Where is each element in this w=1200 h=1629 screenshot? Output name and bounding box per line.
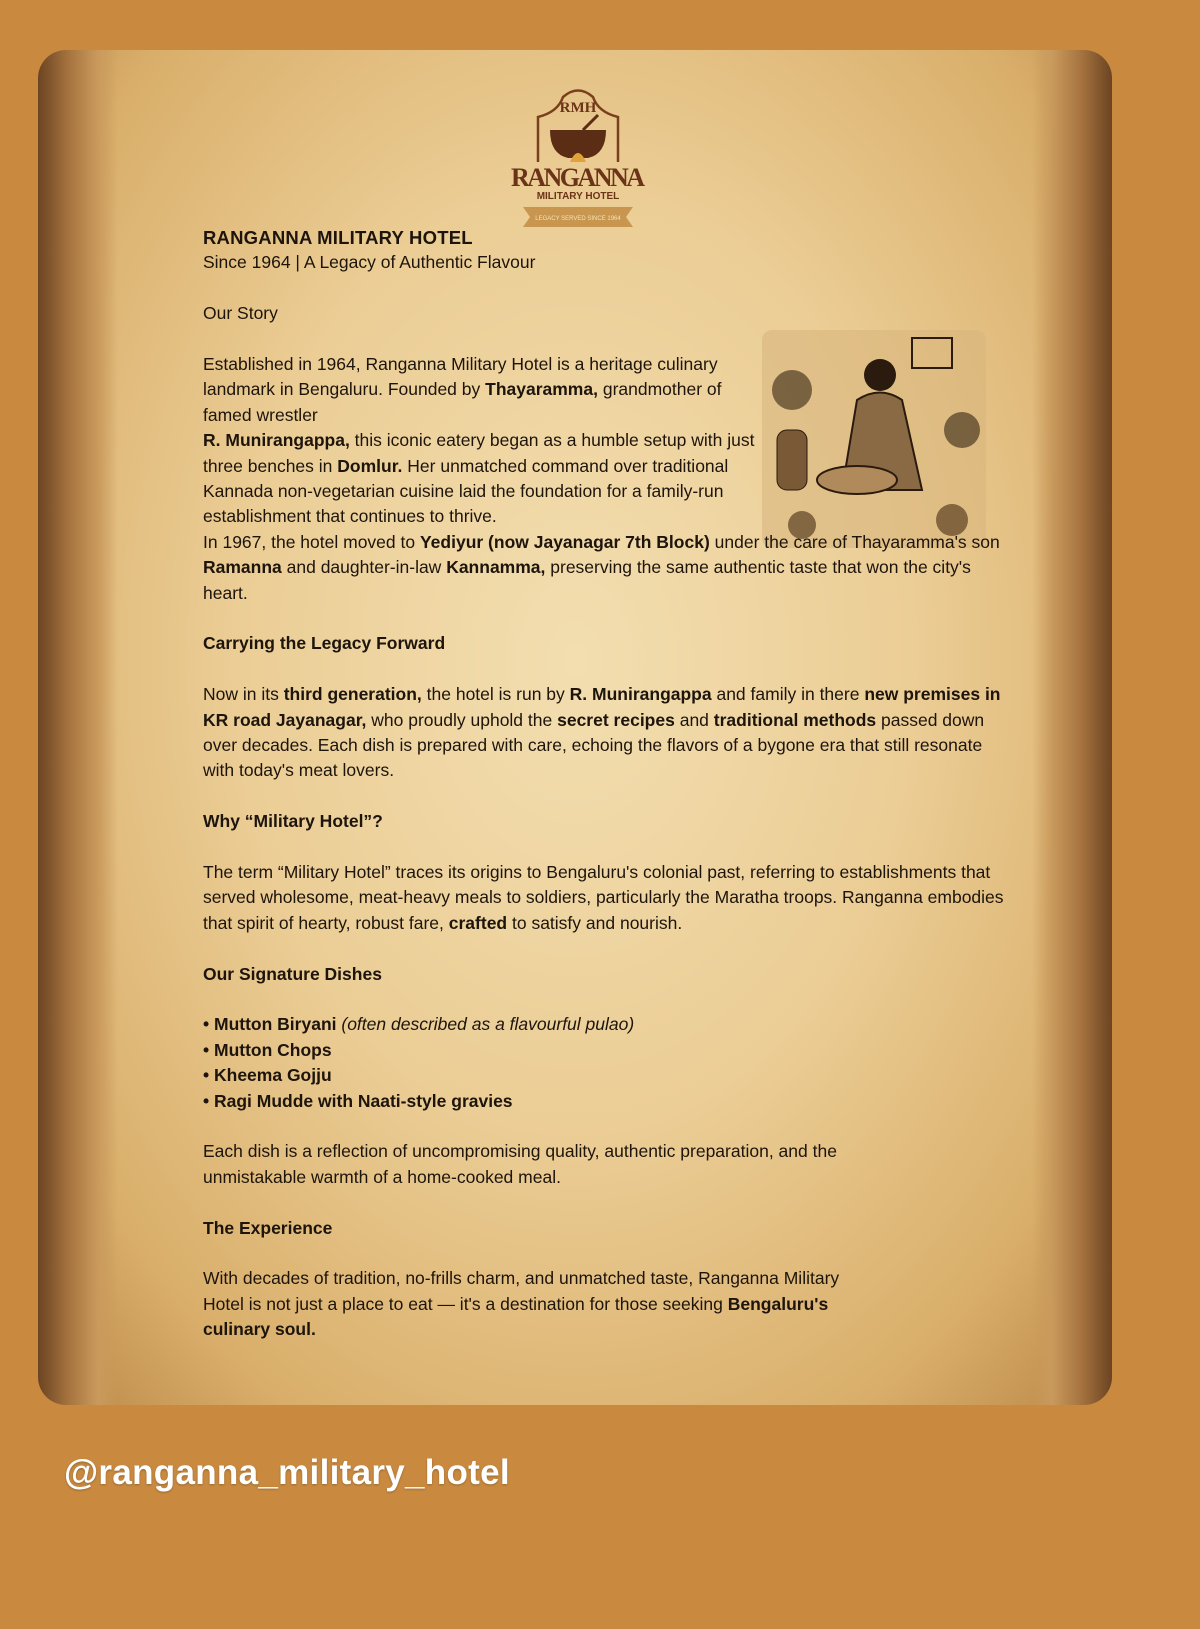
text-segment: and family in there — [711, 684, 865, 705]
dish-item — [203, 1038, 1013, 1063]
dish-name: Kheema Gojju — [214, 1065, 332, 1086]
text-segment: who proudly uphold the — [366, 709, 558, 730]
story-content — [203, 225, 1013, 1343]
text-segment: the hotel is run by — [421, 684, 570, 705]
text-segment: Established in 1964, Ranganna Military Hotel is a heritage culinary landmark in Bengaluru. Founded by — [203, 354, 718, 400]
scroll-edge-right — [1032, 50, 1112, 1405]
text-segment: under the care of Thayaramma's son — [709, 531, 1000, 552]
text-segment: Now in its — [203, 684, 284, 705]
bold-text-segment: Thayaramma, — [485, 379, 598, 400]
parchment-poster — [38, 50, 1112, 1405]
heading-legacy: Carrying the Legacy Forward — [203, 633, 446, 654]
ranganna-logo — [508, 82, 648, 232]
text-segment: The term “Military Hotel” traces its origins to Bengaluru's colonial past, referring to establishments that served wholesome, meat-heavy meals to soldiers, particularly the Maratha troops. Ranganna embodies that spirit of hearty, robust fare, — [203, 862, 1004, 933]
heading-why-military: Why “Military Hotel”? — [203, 811, 383, 832]
text-segment: In 1967, the hotel moved to — [203, 531, 420, 552]
heading-experience: The Experience — [203, 1217, 333, 1238]
dish-name: Mutton Chops — [214, 1039, 332, 1060]
bold-text-segment: crafted — [448, 912, 508, 933]
scroll-edge-left — [38, 50, 118, 1405]
bold-text-segment: traditional methods — [713, 709, 877, 730]
text-segment: to satisfy and nourish. — [507, 912, 683, 933]
svg-text:RANGANNA: RANGANNA — [511, 163, 645, 192]
instagram-handle[interactable]: @ranganna_military_hotel — [64, 1453, 510, 1492]
story-paragraph-1 — [203, 352, 763, 530]
svg-text:MILITARY HOTEL: MILITARY HOTEL — [536, 191, 620, 202]
text-segment: passed down over decades. Each dish is prepared with care, echoing the flavors of a bygone era that still resonate with today's meat lovers. — [203, 709, 985, 781]
text-segment: and daughter-in-law — [281, 557, 447, 578]
dishes-paragraph — [203, 1139, 943, 1190]
text-segment: With decades of tradition, no-frills charm, and unmatched taste, Ranganna Military Hotel is not just a place to eat — it's a destination for those seeking — [203, 1268, 840, 1314]
bold-text-segment: R. Munirangappa, — [203, 430, 350, 451]
experience-paragraph — [203, 1266, 873, 1342]
bold-text-segment: Domlur. — [337, 455, 403, 476]
story-paragraph-2 — [203, 530, 1013, 606]
text-segment: and — [674, 709, 714, 730]
text-segment: preserving the same authentic taste that won the city's heart. — [203, 557, 971, 603]
heading-our-story: Our Story — [203, 303, 278, 324]
bold-text-segment: Bengaluru's culinary soul. — [203, 1293, 829, 1340]
bold-text-segment: Yediyur (now Jayanagar 7th Block) — [419, 531, 710, 552]
bold-text-segment: new premises in KR road Jayanagar, — [203, 684, 1001, 730]
bold-text-segment: Ramanna — [203, 557, 282, 578]
dish-note: (often described as a flavourful pulao) — [341, 1014, 635, 1035]
why-paragraph — [203, 860, 1013, 936]
bold-text-segment: secret recipes — [557, 709, 675, 730]
svg-text:RMH: RMH — [559, 100, 597, 116]
text-segment: grandmother of famed wrestler — [203, 379, 722, 425]
dish-item — [203, 1089, 1013, 1114]
hotel-title: RANGANNA MILITARY HOTEL — [203, 227, 473, 248]
legacy-paragraph — [203, 682, 1013, 784]
bold-text-segment: third generation, — [283, 684, 422, 705]
dish-name: Mutton Biryani — [214, 1014, 337, 1035]
dish-item — [203, 1063, 1013, 1088]
hotel-subtitle: Since 1964 | A Legacy of Authentic Flavour — [203, 252, 536, 273]
bold-text-segment: Kannamma, — [446, 557, 546, 578]
heading-signature-dishes: Our Signature Dishes — [203, 963, 382, 984]
text-segment: this iconic eatery began as a humble setup with just three benches in — [203, 430, 755, 476]
bold-text-segment: R. Munirangappa — [569, 684, 712, 705]
text-segment: Each dish is a reflection of uncompromising quality, authentic preparation, and the unmistakable warmth of a home-cooked meal. — [203, 1141, 837, 1187]
dishes-list — [203, 1012, 1013, 1114]
svg-text:LEGACY SERVED SINCE 1964: LEGACY SERVED SINCE 1964 — [535, 216, 621, 222]
dish-item — [203, 1012, 1013, 1037]
dish-name: Ragi Mudde with Naati-style gravies — [214, 1090, 513, 1111]
text-segment: Her unmatched command over traditional Kannada non-vegetarian cuisine laid the foundation for a family-run establishment that continues to thrive. — [203, 455, 729, 527]
